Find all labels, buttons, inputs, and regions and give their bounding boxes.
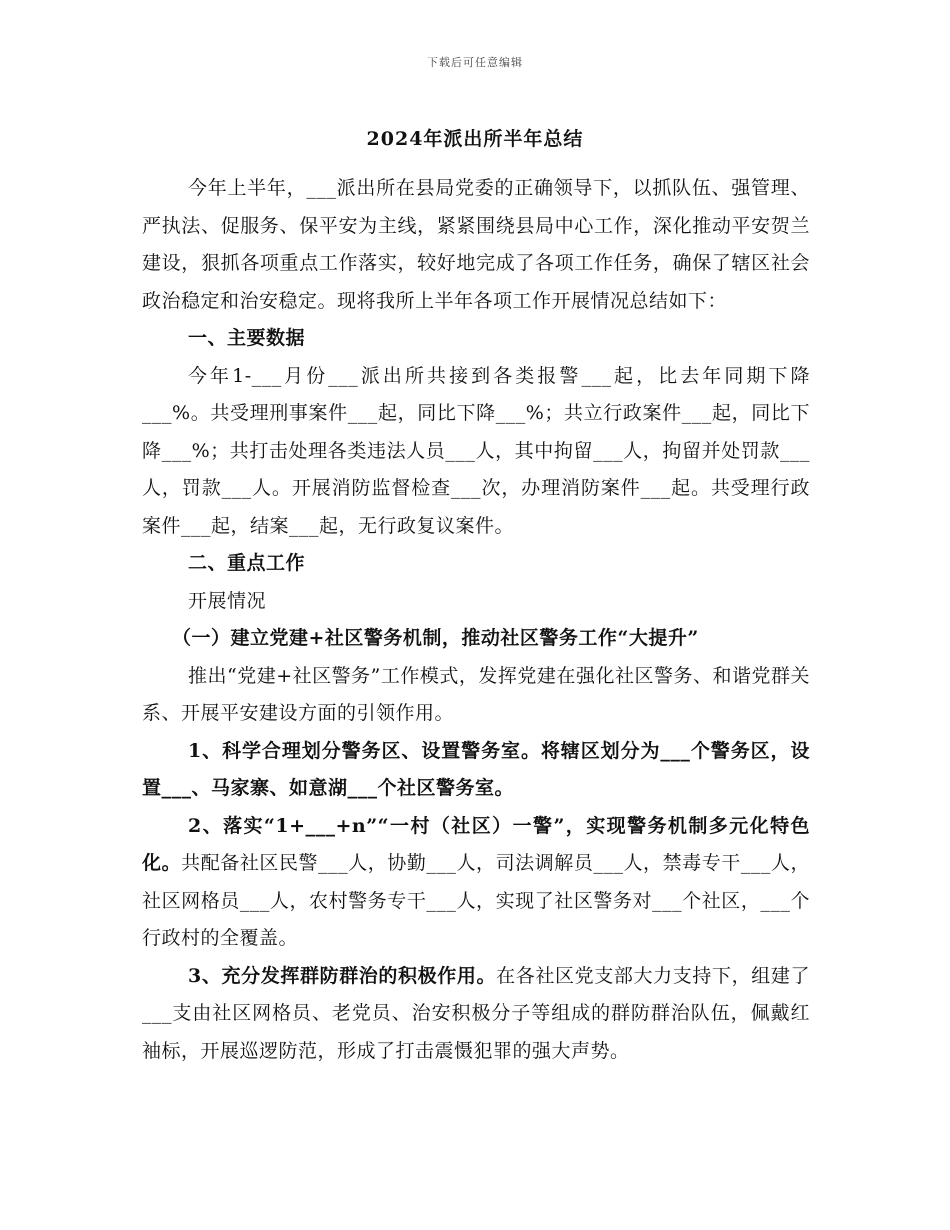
main-data-paragraph: 今年1-___月份___派出所共接到各类报警___起，比去年同期下降___%。共受理刑事案件___起，同比下降___%；共立行政案件___起，同比下降___%；共打击处理各类违法人员___人，其中拘留___人，拘留并处罚款___人，罚款___人。开展消防监督检查___次，办理消防案件___起。共受理行政案件___起，结案___起，无行政复议案件。 xyxy=(142,364,810,537)
item-3-paragraph xyxy=(142,958,810,1071)
document-body xyxy=(142,170,810,1070)
subsection-heading-party-police: （一）建立党建+社区警务机制，推动社区警务工作“大提升” xyxy=(172,627,699,649)
key-work-subtitle: 开展情况 xyxy=(188,589,267,612)
section-heading-main-data: 一、主要数据 xyxy=(188,327,306,349)
header-note: 下载后可任意编辑 xyxy=(427,56,523,69)
item-3-body: 在各社区党支部大力支持下，组建了___支由社区网格员、老党员、治安积极分子等组成的群防群治队伍，佩戴红袖标，开展巡逻防范，形成了打击震慑犯罪的强大声势。 xyxy=(142,964,810,1062)
item-2-paragraph xyxy=(142,808,810,958)
section-heading-key-work: 二、重点工作 xyxy=(188,552,306,574)
item-1-paragraph: 1、科学合理划分警务区、设置警务室。将辖区划分为___个警务区，设置___、马家寨、如意湖___个社区警务室。 xyxy=(142,739,810,799)
item-3-heading: 3、充分发挥群防群治的积极作用。 xyxy=(188,964,497,987)
item-2-body: 共配备社区民警___人，协勤___人，司法调解员___人，禁毒专干___人，社区网格员___人，农村警务专干___人，实现了社区警务对___个社区，___个行政村的全覆盖。 xyxy=(142,852,810,949)
item-2-heading: 2、落实“1+___+n”“一村（社区）一警”，实现警务机制多元化特色化。 xyxy=(142,814,810,874)
intro-paragraph: 今年上半年，___派出所在县局党委的正确领导下，以抓队伍、强管理、严执法、促服务、保平安为主线，紧紧围绕县局中心工作，深化推动平安贺兰建设，狠抓各项重点工作落实，较好地完成了各项工作任务，确保了辖区社会政治稳定和治安稳定。现将我所上半年各项工作开展情况总结如下： xyxy=(142,177,810,312)
party-police-paragraph: 推出“党建+社区警务”工作模式，发挥党建在强化社区警务、和谐党群关系、开展平安建设方面的引领作用。 xyxy=(142,664,810,724)
document-title: 2024年派出所半年总结 xyxy=(366,128,584,150)
